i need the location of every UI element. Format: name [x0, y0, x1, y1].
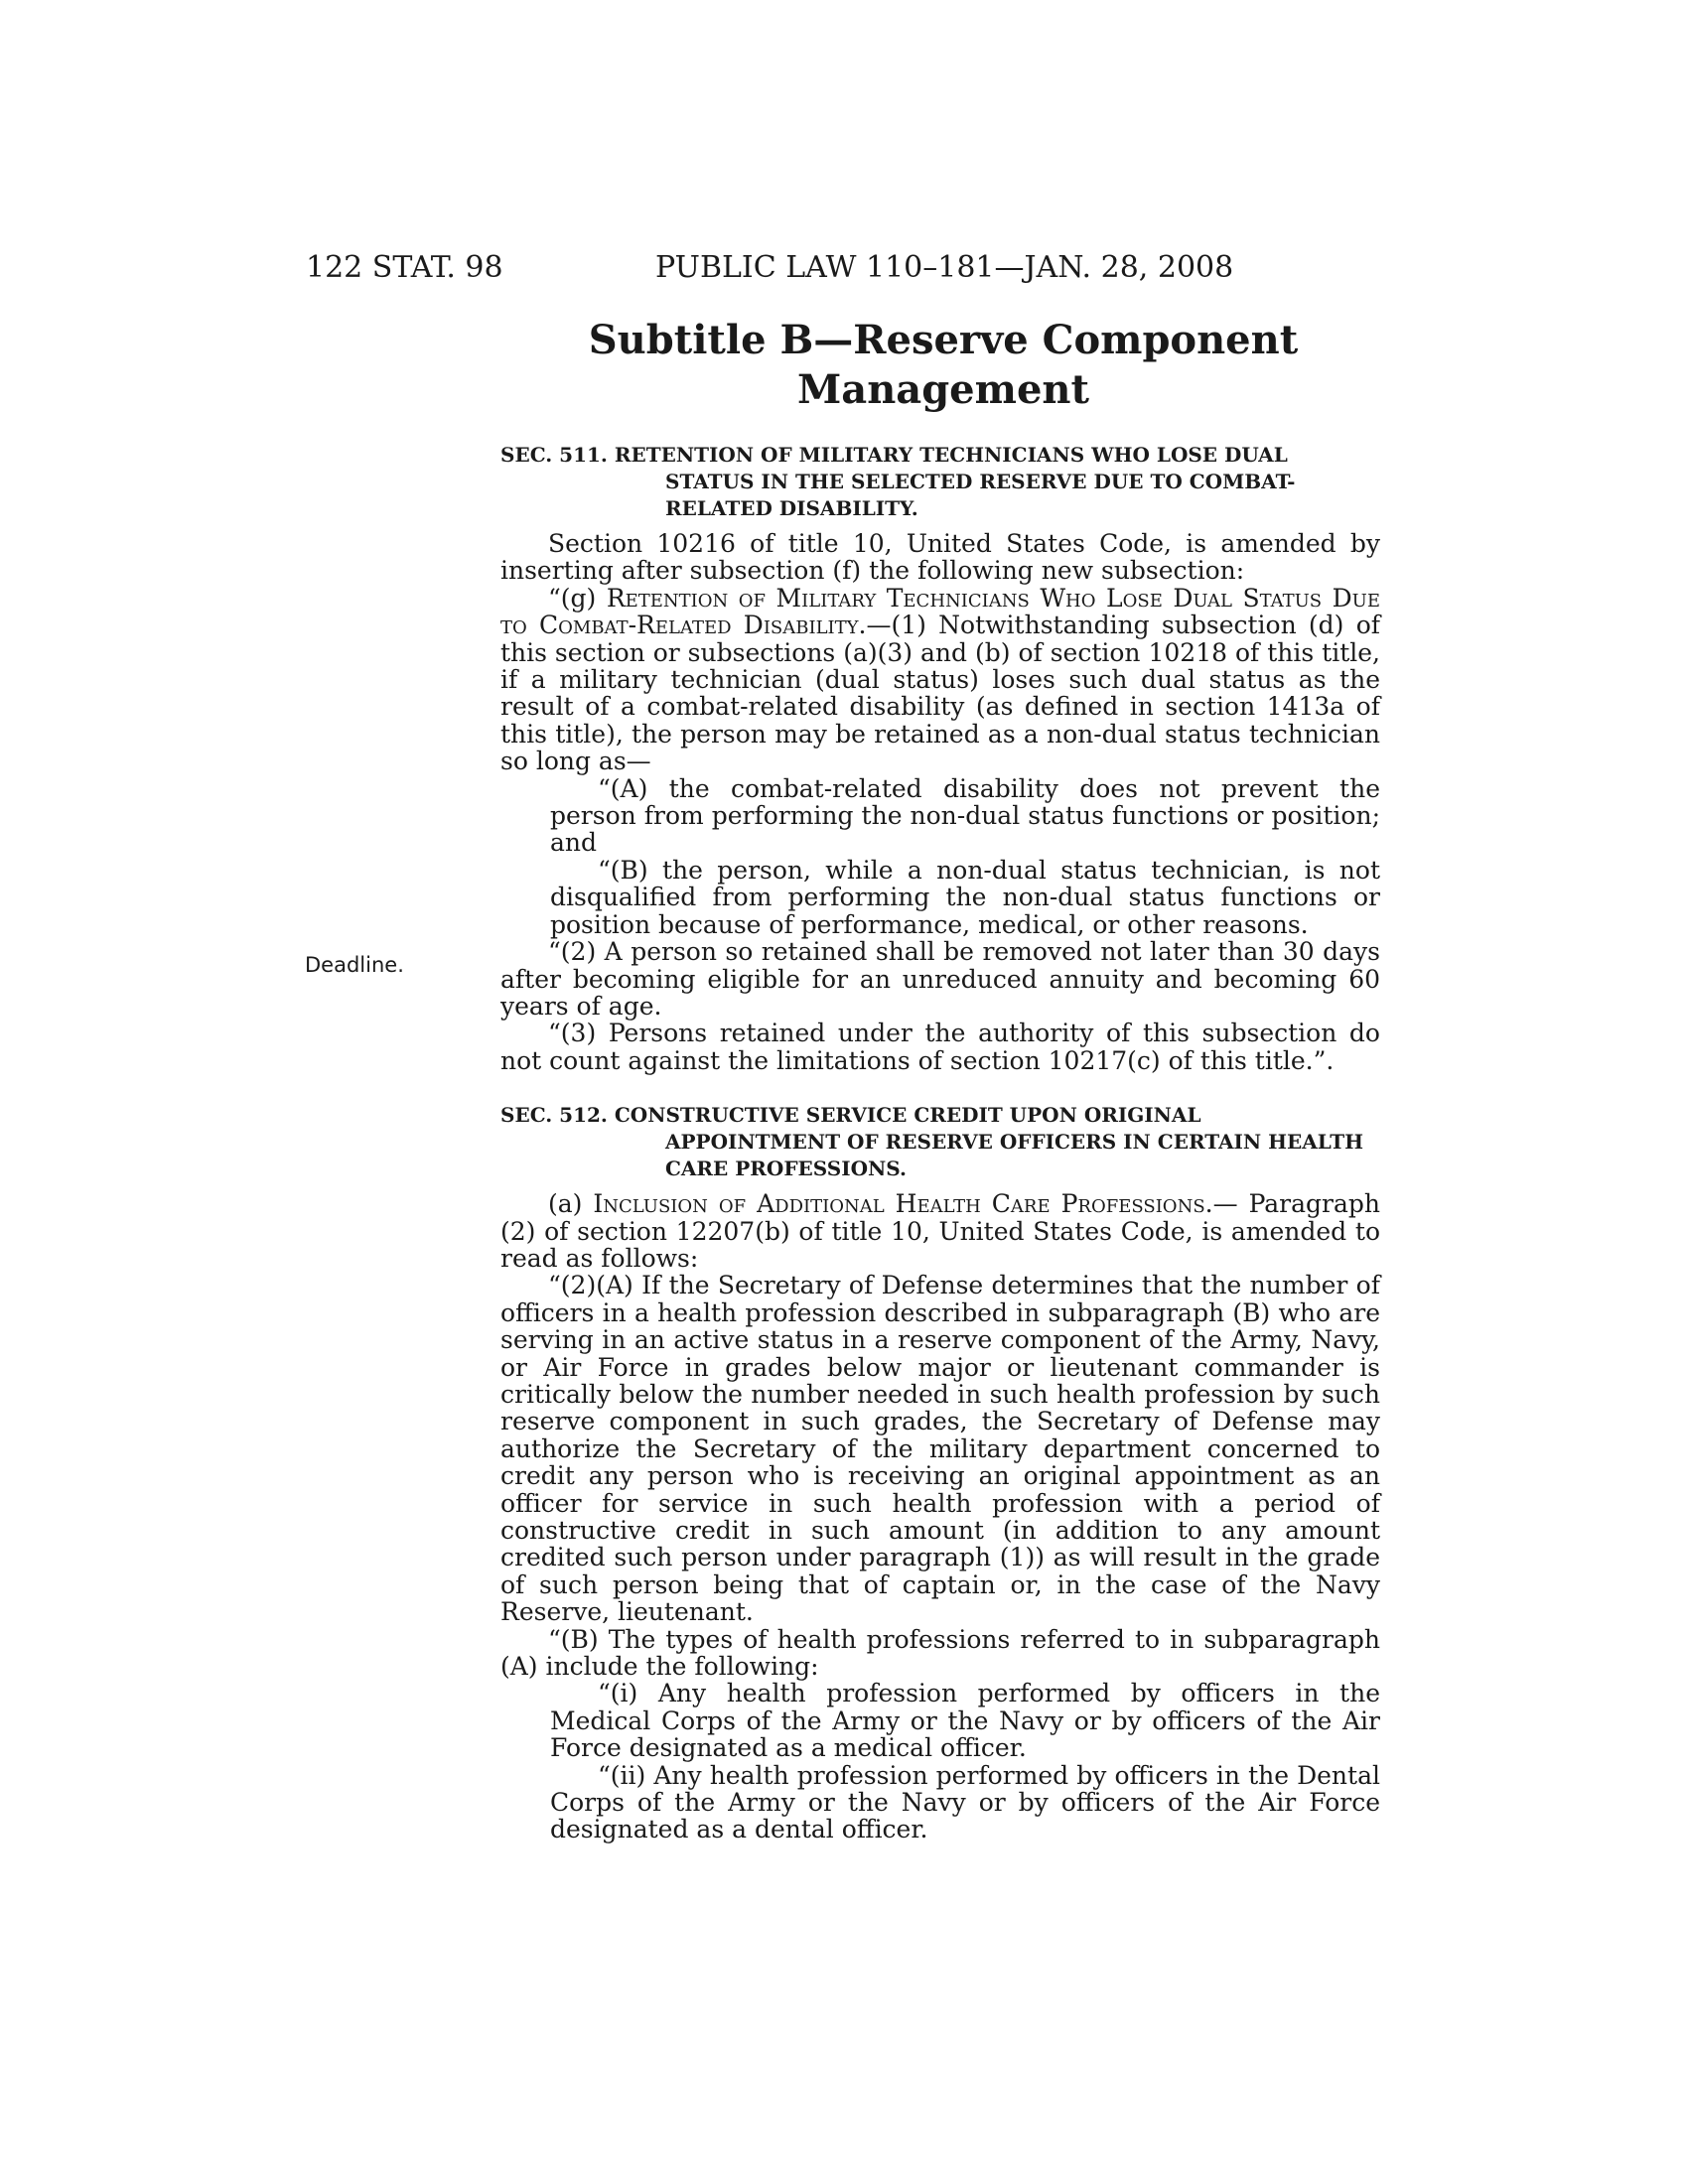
subtitle-line-2: Management	[797, 366, 1089, 413]
subsection-g-text: —(1) Notwithstanding subsection (d) of this section or subsections (a)(3) and (b) of section 10218 of this title, if a military technician (dual status) loses such dual status as the result of a combat-related disability (as defined in section 1413a of this title), the person may be retained as a non-dual status technician so long as—	[500, 611, 1380, 776]
section-512-heading: SEC. 512. CONSTRUCTIVE SERVICE CREDIT UPON ORIGINAL APPOINTMENT OF RESERVE OFFICERS IN CERTAIN HEALTH CARE PROFESSIONS.	[500, 1103, 1363, 1181]
subtitle-heading	[496, 316, 1390, 415]
statute-page-number: 122 STAT. 98	[306, 250, 503, 285]
subsection-g	[500, 585, 1380, 775]
subsection-a-heading: Inclusion of Additional Health Care Professions.	[593, 1189, 1213, 1219]
subsection-g-label: “(g)	[548, 583, 607, 613]
subsection-a-label: (a)	[548, 1189, 594, 1219]
section-511-heading: SEC. 511. RETENTION OF MILITARY TECHNICIANS WHO LOSE DUAL STATUS IN THE SELECTED RESERVE DUE TO COMBAT-RELATED DISABILITY.	[500, 443, 1296, 520]
document-body	[500, 442, 1380, 1843]
clause-i: “(i) Any health profession performed by officers in the Medical Corps of the Army or the Navy or by officers of the Air Force designated as a medical officer.	[550, 1679, 1380, 1763]
subtitle-line-1: Subtitle B—Reserve Component	[588, 317, 1299, 363]
subsection-a-text: — Paragraph (2) of section 12207(b) of title 10, United States Code, is amended to read as follows:	[500, 1189, 1380, 1273]
paragraph-2: “(2) A person so retained shall be removed not later than 30 days after becoming eligible for an unreduced annuity and becoming 60 years of age.	[500, 937, 1380, 1021]
page-header	[0, 250, 1688, 290]
clause-ii: “(ii) Any health profession performed by officers in the Dental Corps of the Army or the Navy or by officers of the Air Force designated as a dental officer.	[550, 1760, 1380, 1844]
section-511-intro: Section 10216 of title 10, United States Code, is amended by inserting after subsection (f) the following new subsection:	[500, 529, 1380, 586]
paragraph-3: “(3) Persons retained under the authority of this subsection do not count against the limitations of section 10217(c) of this title.”.	[500, 1019, 1380, 1075]
paragraph-2a: “(2)(A) If the Secretary of Defense determines that the number of officers in a health profession described in subparagraph (B) who are serving in an active status in a reserve component of the Army, Navy, or Air Force in grades below major or lieutenant commander is critically below the number needed in such health profession by such reserve component in such grades, the Secretary of Defense may authorize the Secretary of the military department concerned to credit any person who is receiving an original appointment as an officer for service in such health profession with a period of constructive credit in such amount (in addition to any amount credited such person under paragraph (1)) as will result in the grade of such person being that of captain or, in the case of the Navy Reserve, lieutenant.	[500, 1271, 1380, 1627]
subsection-g-heading: Retention of Military Technicians Who Lose Dual Status Due to Combat-Related Disability.	[500, 583, 1380, 640]
public-law-citation: PUBLIC LAW 110–181—JAN. 28, 2008	[655, 250, 1234, 285]
margin-note-deadline: Deadline.	[305, 953, 404, 977]
subparagraph-b-types: “(B) The types of health professions referred to in subparagraph (A) include the following:	[500, 1624, 1380, 1682]
subsection-a	[500, 1190, 1380, 1272]
subparagraph-a: “(A) the combat-related disability does not prevent the person from performing the non-dual status functions or position; and	[550, 773, 1380, 858]
subparagraph-b: “(B) the person, while a non-dual status technician, is not disqualified from performing the non-dual status functions or position because of performance, medical, or other reasons.	[550, 855, 1380, 939]
